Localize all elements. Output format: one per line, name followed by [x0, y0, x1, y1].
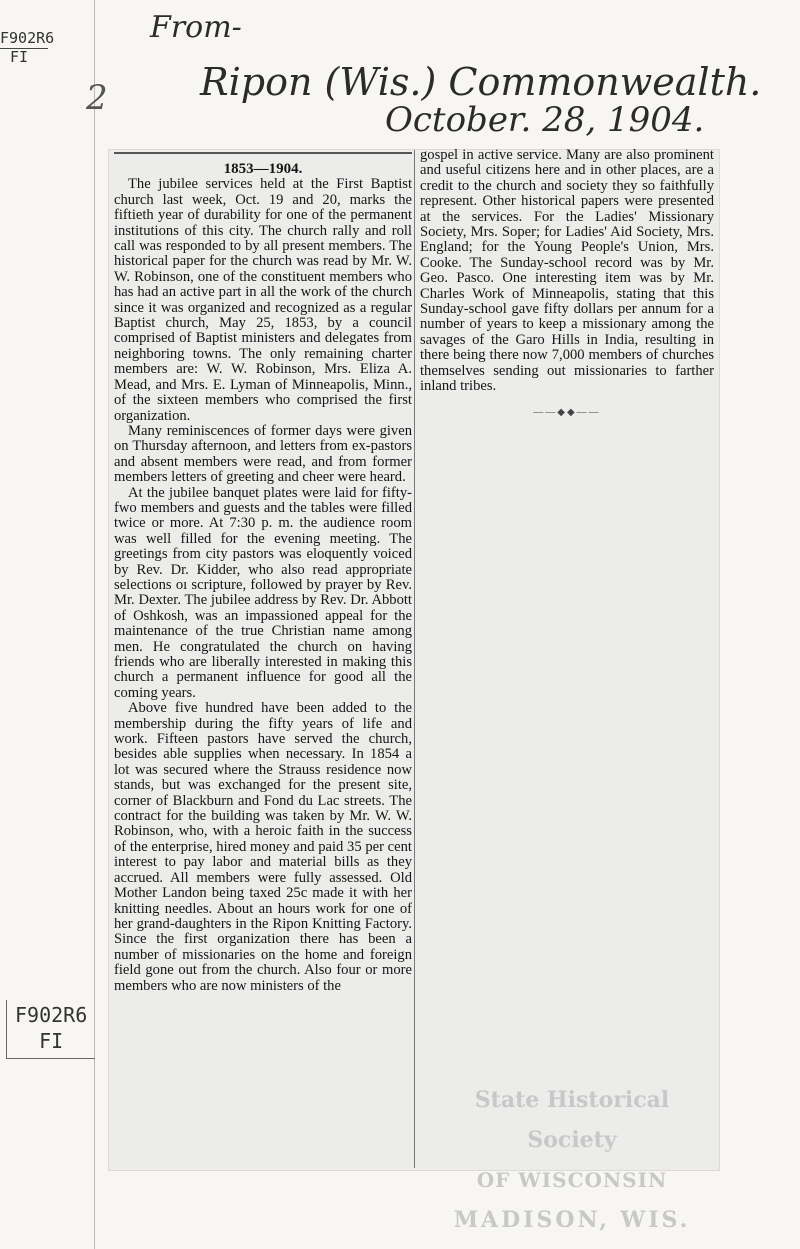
headline-rule [114, 152, 412, 154]
paragraph: Above five hundred have been added to the membership during the fifty years of life and work. Fifteen pastors have served the church, besides able supplies when necessary. In 1854 a lot was secured where the Strauss residence now stands, but was exchanged for the present site, corner of Blackburn and Fond du Lac streets. The contract for the building was taken by Mr. W. W. Robinson, who, with a heroic faith in the success of the enterprise, hired money and paid 35 per cent interest to pay labor and material bills as they accrued. All members were fully assessed. Old Mother Landon being taxed 25c made it with her knitting needles. About an hours work for one of her grand-daughters in the Ripon Knitting Factory. Since the first organization there has been a number of missionaries on the home and foreign field gone out from the church. Also four or more members who are now ministers of the [114, 700, 412, 994]
call-number-box-line2: FI [39, 1029, 64, 1053]
paragraph: Many reminiscences of former days were given on Thursday afternoon, and letters from ex-pastors and absent members were read, and from former members letters of greeting and cheer were heard. [114, 422, 412, 486]
call-number-top-line2: FI [10, 48, 29, 66]
handwritten-source: Ripon (Wis.) Commonwealth. [200, 60, 762, 104]
column-divider [414, 150, 415, 1168]
stamp-line3: MADISON, WIS. [453, 1207, 691, 1233]
handwritten-from: From- [150, 10, 242, 45]
end-ornament: ——◆◆—— [533, 406, 601, 418]
article-right-column [420, 148, 714, 420]
stamp-line2: OF WISCONSIN [476, 1168, 668, 1192]
page-edge [94, 0, 95, 1249]
call-number-box [6, 1000, 95, 1059]
stamp-line1: State Historical Society [474, 1087, 670, 1153]
paragraph: gospel in active service. Many are also prominent and useful citizens here and in other places, are a credit to the church and society they so faithfully represent. Other historical papers were presented at the services. For the Ladies' Missionary Society, Mrs. Soper; for Ladies' Aid Society, Mrs. England; for the Young People's Union, Mrs. Cooke. The Sunday-school record was by Mr. Geo. Pasco. One interesting item was by Mr. Charles Work of Minneapolis, stating that this Sunday-school gave fifty dollars per annum for a number of years to keep a missionary among the savages of the Garo Hills in India, resulting in there being there now 7,000 members of churches themselves sending out missionaries to farther inland tribes. [420, 147, 714, 395]
call-number-box-line1: F902R6 [15, 1003, 88, 1027]
article-headline: 1853—1904. [223, 161, 303, 177]
article-left-column [114, 150, 412, 994]
paragraph: At the jubilee banquet plates were laid for fifty-fwo members and guests and the tables were filled twice or more. At 7:30 p. m. the audience room was well filled for the evening meeting. The greetings from city pastors was eloquently voiced by Rev. Dr. Kidder, who also read appropriate selections oı scripture, followed by prayer by Rev. Mr. Dexter. The jubilee address by Rev. Dr. Abbott of Oshkosh, was an impassioned appeal for the maintenance of the true Christian name among men. He congratulated the church on having friends who are liberally interested in making this church a permanent influence for good all the coming years. [114, 484, 412, 701]
call-number-top [0, 30, 54, 65]
handwritten-date: October. 28, 1904. [385, 100, 705, 140]
library-stamp [452, 1080, 692, 1240]
handwritten-number: 2 [86, 78, 108, 118]
paragraph: The jubilee services held at the First Baptist church last week, Oct. 19 and 20, marks the fiftieth year of durability for one of the permanent institutions of this city. The church rally and roll call was responded to by all present members. The historical paper for the church was read by Mr. W. W. Robinson, one of the constituent members who has had an active part in all the work of the church since it was organized and recognized as a regular Baptist church, May 25, 1853, by a council comprised of Baptist ministers and delegates from neighboring towns. The only remaining charter members are: W. W. Robinson, Mrs. Eliza A. Mead, and Mrs. E. Lyman of Minneapolis, Minn., of the sixteen members who comprised the first organization. [114, 176, 412, 424]
call-number-top-line1: F902R6 [0, 29, 55, 47]
